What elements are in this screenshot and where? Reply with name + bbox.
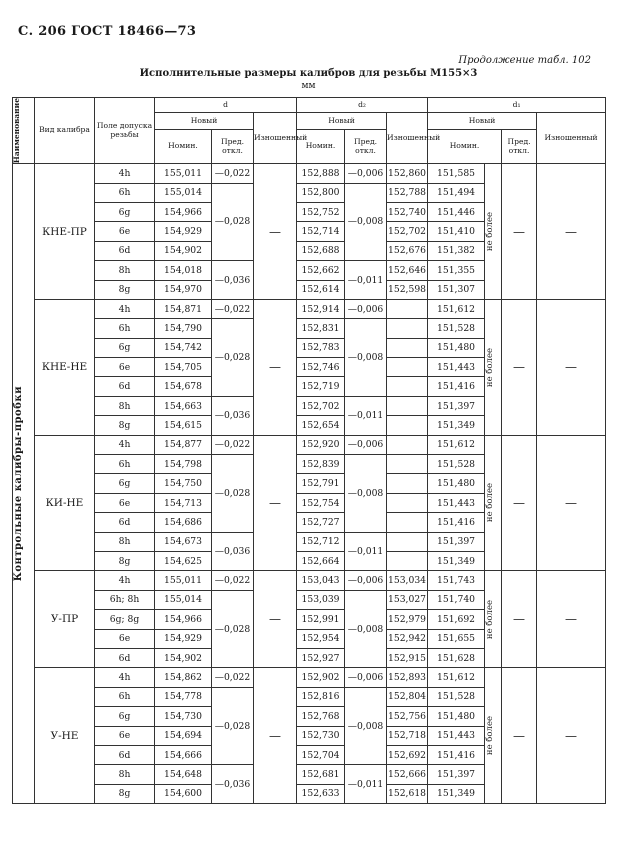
d-deviation-cell: —0,022: [212, 299, 254, 318]
caliber-type-header: Вид калибра: [35, 98, 95, 164]
d-worn-dash: —: [254, 668, 297, 804]
tolerance-cell: 6h: [95, 183, 155, 202]
table-title-block: [60, 68, 557, 91]
d1-worn-dash: —: [537, 435, 606, 571]
table-body: [13, 164, 606, 804]
side-category-label: Контрольные калибры-пробки: [13, 386, 24, 582]
tolerance-cell: 4h: [95, 435, 155, 454]
tolerance-cell: 4h: [95, 571, 155, 590]
d2-nominal-cell: 152,927: [297, 648, 345, 667]
d-new-header: Новый: [155, 113, 254, 130]
d2-worn-cell: 152,702: [387, 222, 428, 241]
d-nominal-cell: 155,014: [155, 590, 212, 609]
d1-limit-cell: [485, 435, 502, 571]
tolerance-cell: 6h: [95, 319, 155, 338]
d-deviation-cell: —0,036: [212, 765, 254, 804]
d2-worn-cell: [387, 338, 428, 357]
d1-nominal-cell: 151,612: [428, 299, 485, 318]
d-nominal-cell: 154,625: [155, 552, 212, 571]
d2-worn-header: Изношенный: [387, 113, 428, 164]
d-nominal-cell: 154,750: [155, 474, 212, 493]
tolerance-cell: 6e: [95, 358, 155, 377]
d2-deviation-cell: —0,011: [345, 765, 387, 804]
d-nominal-cell: 155,011: [155, 571, 212, 590]
d2-nominal-header: Номин.: [297, 130, 345, 164]
table-title: Исполнительные размеры калибров для резьбы М155×3: [139, 68, 478, 79]
d-worn-dash: —: [254, 299, 297, 435]
d2-nominal-cell: 152,752: [297, 202, 345, 221]
d-nominal-cell: 154,018: [155, 261, 212, 280]
d2-nominal-cell: 152,831: [297, 319, 345, 338]
d1-deviation-dash: —: [502, 571, 537, 668]
side-category-cell: [13, 164, 35, 804]
tolerance-cell: 6h; 8h: [95, 590, 155, 609]
d1-nominal-cell: 151,397: [428, 532, 485, 551]
d-nominal-cell: 154,678: [155, 377, 212, 396]
d2-worn-cell: [387, 493, 428, 512]
d-deviation-cell: —0,022: [212, 435, 254, 454]
d2-deviation-cell: —0,006: [345, 571, 387, 590]
d1-limit-cell: [485, 299, 502, 435]
d2-nominal-cell: 152,914: [297, 299, 345, 318]
d1-deviation-dash: —: [502, 299, 537, 435]
d2-worn-cell: 152,788: [387, 183, 428, 202]
d2-worn-cell: [387, 513, 428, 532]
d2-nominal-cell: 152,712: [297, 532, 345, 551]
tolerance-cell: 8h: [95, 396, 155, 415]
d1-nominal-cell: 151,416: [428, 745, 485, 764]
d2-worn-cell: [387, 377, 428, 396]
tolerance-cell: 6d: [95, 648, 155, 667]
d1-worn-dash: —: [537, 571, 606, 668]
d-nominal-cell: 154,970: [155, 280, 212, 299]
d-worn-dash: —: [254, 571, 297, 668]
d2-worn-cell: 152,756: [387, 707, 428, 726]
d2-nominal-cell: 152,746: [297, 358, 345, 377]
tolerance-cell: 4h: [95, 299, 155, 318]
d2-nominal-cell: 152,719: [297, 377, 345, 396]
d2-nominal-cell: 152,688: [297, 241, 345, 260]
d1-nominal-header: Номин.: [428, 130, 502, 164]
d1-nominal-cell: 151,397: [428, 396, 485, 415]
not-more-label: не более: [485, 716, 496, 756]
d1-nominal-cell: 151,480: [428, 707, 485, 726]
d-nominal-cell: 154,705: [155, 358, 212, 377]
d2-worn-cell: 152,618: [387, 784, 428, 803]
table-row: [13, 435, 606, 454]
d1-nominal-cell: 151,410: [428, 222, 485, 241]
d1-nominal-cell: 151,416: [428, 377, 485, 396]
d-nominal-cell: 154,877: [155, 435, 212, 454]
d1-limit-cell: [485, 164, 502, 300]
d2-nominal-cell: 152,888: [297, 164, 345, 183]
d2-worn-cell: [387, 474, 428, 493]
d1-nominal-cell: 151,528: [428, 687, 485, 706]
tolerance-cell: 6d: [95, 745, 155, 764]
tolerance-cell: 8h: [95, 261, 155, 280]
d2-deviation-cell: —0,008: [345, 687, 387, 765]
d2-deviation-cell: —0,006: [345, 299, 387, 318]
d1-nominal-cell: 151,416: [428, 513, 485, 532]
not-more-label: не более: [485, 599, 496, 639]
d2-worn-cell: [387, 532, 428, 551]
caliber-type-cell: КНЕ-НЕ: [35, 299, 95, 435]
table-row: [13, 668, 606, 687]
d2-deviation-cell: —0,006: [345, 164, 387, 183]
d1-nominal-cell: 151,628: [428, 648, 485, 667]
tolerance-cell: 6h: [95, 687, 155, 706]
not-more-label: не более: [485, 483, 496, 523]
d2-worn-cell: 152,979: [387, 610, 428, 629]
d-nominal-cell: 154,713: [155, 493, 212, 512]
d2-nominal-cell: 152,816: [297, 687, 345, 706]
d2-deviation-cell: —0,011: [345, 261, 387, 300]
d2-nominal-cell: 153,043: [297, 571, 345, 590]
tolerance-cell: 6g: [95, 474, 155, 493]
d2-worn-cell: 153,034: [387, 571, 428, 590]
d2-deviation-cell: —0,008: [345, 183, 387, 261]
d-nominal-cell: 154,902: [155, 648, 212, 667]
caliber-type-cell: КИ-НЕ: [35, 435, 95, 571]
caliber-type-cell: КНЕ-ПР: [35, 164, 95, 300]
d1-nominal-cell: 151,480: [428, 474, 485, 493]
d-nominal-cell: 154,798: [155, 455, 212, 474]
d-nominal-cell: 154,966: [155, 202, 212, 221]
d-nominal-cell: 154,929: [155, 222, 212, 241]
d1-nominal-cell: 151,355: [428, 261, 485, 280]
tolerance-cell: 8g: [95, 416, 155, 435]
d1-nominal-cell: 151,585: [428, 164, 485, 183]
d1-nominal-cell: 151,494: [428, 183, 485, 202]
tolerance-cell: 6g; 8g: [95, 610, 155, 629]
d2-nominal-cell: 152,954: [297, 629, 345, 648]
d1-nominal-cell: 151,443: [428, 726, 485, 745]
d-nominal-cell: 154,966: [155, 610, 212, 629]
d2-deviation-cell: —0,011: [345, 532, 387, 571]
d1-deviation-dash: —: [502, 435, 537, 571]
d2-worn-cell: [387, 358, 428, 377]
table-units: мм: [301, 81, 316, 91]
table-row: [13, 164, 606, 183]
d-deviation-cell: —0,036: [212, 532, 254, 571]
d2-worn-cell: 152,860: [387, 164, 428, 183]
d-deviation-cell: —0,028: [212, 590, 254, 668]
d-nominal-cell: 154,730: [155, 707, 212, 726]
d-nominal-cell: 154,663: [155, 396, 212, 415]
d2-nominal-cell: 152,920: [297, 435, 345, 454]
d1-new-header: Новый: [428, 113, 537, 130]
d-nominal-cell: 154,600: [155, 784, 212, 803]
d1-worn-header: Изношенный: [537, 113, 606, 164]
d2-nominal-cell: 152,614: [297, 280, 345, 299]
d2-worn-cell: [387, 552, 428, 571]
caliber-type-cell: У-НЕ: [35, 668, 95, 804]
tolerance-cell: 6d: [95, 377, 155, 396]
d-deviation-header: Пред. откл.: [212, 130, 254, 164]
d-group-header: d: [155, 98, 297, 113]
caliber-dimensions-table: [12, 97, 606, 804]
d2-nominal-cell: 152,991: [297, 610, 345, 629]
d1-nominal-cell: 151,743: [428, 571, 485, 590]
d2-worn-cell: 152,676: [387, 241, 428, 260]
tolerance-cell: 6g: [95, 707, 155, 726]
d2-nominal-cell: 152,800: [297, 183, 345, 202]
d-worn-header: Изношенный: [254, 113, 297, 164]
d1-nominal-cell: 151,528: [428, 455, 485, 474]
d1-group-header: d₁: [428, 98, 606, 113]
d1-limit-cell: [485, 668, 502, 804]
d1-worn-dash: —: [537, 164, 606, 300]
d-nominal-cell: 154,615: [155, 416, 212, 435]
d2-worn-cell: 153,027: [387, 590, 428, 609]
tolerance-cell: 6d: [95, 513, 155, 532]
d1-deviation-dash: —: [502, 164, 537, 300]
d1-limit-cell: [485, 571, 502, 668]
d1-worn-dash: —: [537, 299, 606, 435]
d2-nominal-cell: 152,664: [297, 552, 345, 571]
tolerance-cell: 6h: [95, 455, 155, 474]
d2-nominal-cell: 152,702: [297, 396, 345, 415]
d2-worn-cell: [387, 396, 428, 415]
d2-nominal-cell: 152,839: [297, 455, 345, 474]
d2-worn-cell: [387, 455, 428, 474]
d-nominal-header: Номин.: [155, 130, 212, 164]
tolerance-cell: 6d: [95, 241, 155, 260]
d2-nominal-cell: 152,704: [297, 745, 345, 764]
d-deviation-cell: —0,022: [212, 571, 254, 590]
page-header: С. 206 ГОСТ 18466—73: [18, 24, 197, 39]
tolerance-cell: 8g: [95, 280, 155, 299]
d2-nominal-cell: 152,902: [297, 668, 345, 687]
d2-worn-cell: [387, 319, 428, 338]
d2-worn-cell: 152,646: [387, 261, 428, 280]
d2-worn-cell: 152,804: [387, 687, 428, 706]
d2-nominal-cell: 152,654: [297, 416, 345, 435]
d-nominal-cell: 154,666: [155, 745, 212, 764]
d2-worn-cell: [387, 416, 428, 435]
d1-nominal-cell: 151,612: [428, 668, 485, 687]
d-nominal-cell: 154,648: [155, 765, 212, 784]
tolerance-cell: 6e: [95, 493, 155, 512]
d2-nominal-cell: 152,681: [297, 765, 345, 784]
d2-nominal-cell: 152,633: [297, 784, 345, 803]
d1-nominal-cell: 151,349: [428, 784, 485, 803]
not-more-label: не более: [485, 347, 496, 387]
d-deviation-cell: —0,028: [212, 319, 254, 397]
d-deviation-cell: —0,028: [212, 687, 254, 765]
d2-worn-cell: 152,692: [387, 745, 428, 764]
d2-worn-cell: [387, 299, 428, 318]
d1-nominal-cell: 151,528: [428, 319, 485, 338]
tolerance-cell: 6g: [95, 202, 155, 221]
d2-worn-cell: 152,915: [387, 648, 428, 667]
d2-deviation-cell: —0,008: [345, 319, 387, 397]
d1-nominal-cell: 151,307: [428, 280, 485, 299]
d2-deviation-header: Пред. откл.: [345, 130, 387, 164]
d-nominal-cell: 154,902: [155, 241, 212, 260]
d2-new-header: Новый: [297, 113, 387, 130]
d2-nominal-cell: 152,768: [297, 707, 345, 726]
name-column-header: Наименование: [13, 98, 35, 164]
tolerance-cell: 8g: [95, 784, 155, 803]
d1-nominal-cell: 151,446: [428, 202, 485, 221]
d-deviation-cell: —0,036: [212, 396, 254, 435]
tolerance-cell: 6e: [95, 726, 155, 745]
d-deviation-cell: —0,028: [212, 455, 254, 533]
d1-nominal-cell: 151,740: [428, 590, 485, 609]
table-row: [13, 571, 606, 590]
d-nominal-cell: 154,929: [155, 629, 212, 648]
d1-nominal-cell: 151,349: [428, 552, 485, 571]
tolerance-cell: 6e: [95, 629, 155, 648]
d1-nominal-cell: 151,480: [428, 338, 485, 357]
d1-nominal-cell: 151,397: [428, 765, 485, 784]
d-nominal-cell: 154,686: [155, 513, 212, 532]
d-deviation-cell: —0,022: [212, 164, 254, 183]
d1-deviation-dash: —: [502, 668, 537, 804]
d2-deviation-cell: —0,008: [345, 590, 387, 668]
d-nominal-cell: 154,742: [155, 338, 212, 357]
d2-group-header: d₂: [297, 98, 428, 113]
d2-worn-cell: 152,598: [387, 280, 428, 299]
d2-nominal-cell: 152,783: [297, 338, 345, 357]
d2-worn-cell: 152,718: [387, 726, 428, 745]
d1-deviation-header: Пред. откл.: [502, 130, 537, 164]
d-nominal-cell: 154,790: [155, 319, 212, 338]
d2-nominal-cell: 152,662: [297, 261, 345, 280]
tolerance-cell: 6e: [95, 222, 155, 241]
tolerance-cell: 8h: [95, 765, 155, 784]
d-nominal-cell: 154,862: [155, 668, 212, 687]
not-more-label: не более: [485, 212, 496, 252]
tolerance-cell: 8g: [95, 552, 155, 571]
d2-nominal-cell: 152,730: [297, 726, 345, 745]
d-worn-dash: —: [254, 164, 297, 300]
d-deviation-cell: —0,028: [212, 183, 254, 261]
table-row: [13, 299, 606, 318]
d2-worn-cell: 152,666: [387, 765, 428, 784]
d-nominal-cell: 155,014: [155, 183, 212, 202]
tolerance-cell: 4h: [95, 164, 155, 183]
d1-nominal-cell: 151,612: [428, 435, 485, 454]
d-nominal-cell: 154,694: [155, 726, 212, 745]
d-nominal-cell: 154,673: [155, 532, 212, 551]
d1-nominal-cell: 151,443: [428, 358, 485, 377]
d2-worn-cell: [387, 435, 428, 454]
d-nominal-cell: 154,871: [155, 299, 212, 318]
tolerance-cell: 6g: [95, 338, 155, 357]
d2-nominal-cell: 153,039: [297, 590, 345, 609]
d1-nominal-cell: 151,382: [428, 241, 485, 260]
caliber-type-cell: У-ПР: [35, 571, 95, 668]
table-continuation-note: Продолжение табл. 102: [458, 55, 591, 66]
d2-nominal-cell: 152,727: [297, 513, 345, 532]
tolerance-cell: 4h: [95, 668, 155, 687]
d2-deviation-cell: —0,006: [345, 668, 387, 687]
d-deviation-cell: —0,022: [212, 668, 254, 687]
d2-worn-cell: 152,893: [387, 668, 428, 687]
d1-worn-dash: —: [537, 668, 606, 804]
d2-deviation-cell: —0,011: [345, 396, 387, 435]
d2-deviation-cell: —0,008: [345, 455, 387, 533]
d2-worn-cell: 152,942: [387, 629, 428, 648]
d1-nominal-cell: 151,443: [428, 493, 485, 512]
tolerance-field-header: Поле допуска резьбы: [95, 98, 155, 164]
d1-nominal-cell: 151,655: [428, 629, 485, 648]
d2-deviation-cell: —0,006: [345, 435, 387, 454]
d1-nominal-cell: 151,349: [428, 416, 485, 435]
d-deviation-cell: —0,036: [212, 261, 254, 300]
d2-nominal-cell: 152,754: [297, 493, 345, 512]
d-nominal-cell: 155,011: [155, 164, 212, 183]
tolerance-cell: 8h: [95, 532, 155, 551]
d1-nominal-cell: 151,692: [428, 610, 485, 629]
d2-nominal-cell: 152,791: [297, 474, 345, 493]
d-worn-dash: —: [254, 435, 297, 571]
d2-nominal-cell: 152,714: [297, 222, 345, 241]
d2-worn-cell: 152,740: [387, 202, 428, 221]
d-nominal-cell: 154,778: [155, 687, 212, 706]
